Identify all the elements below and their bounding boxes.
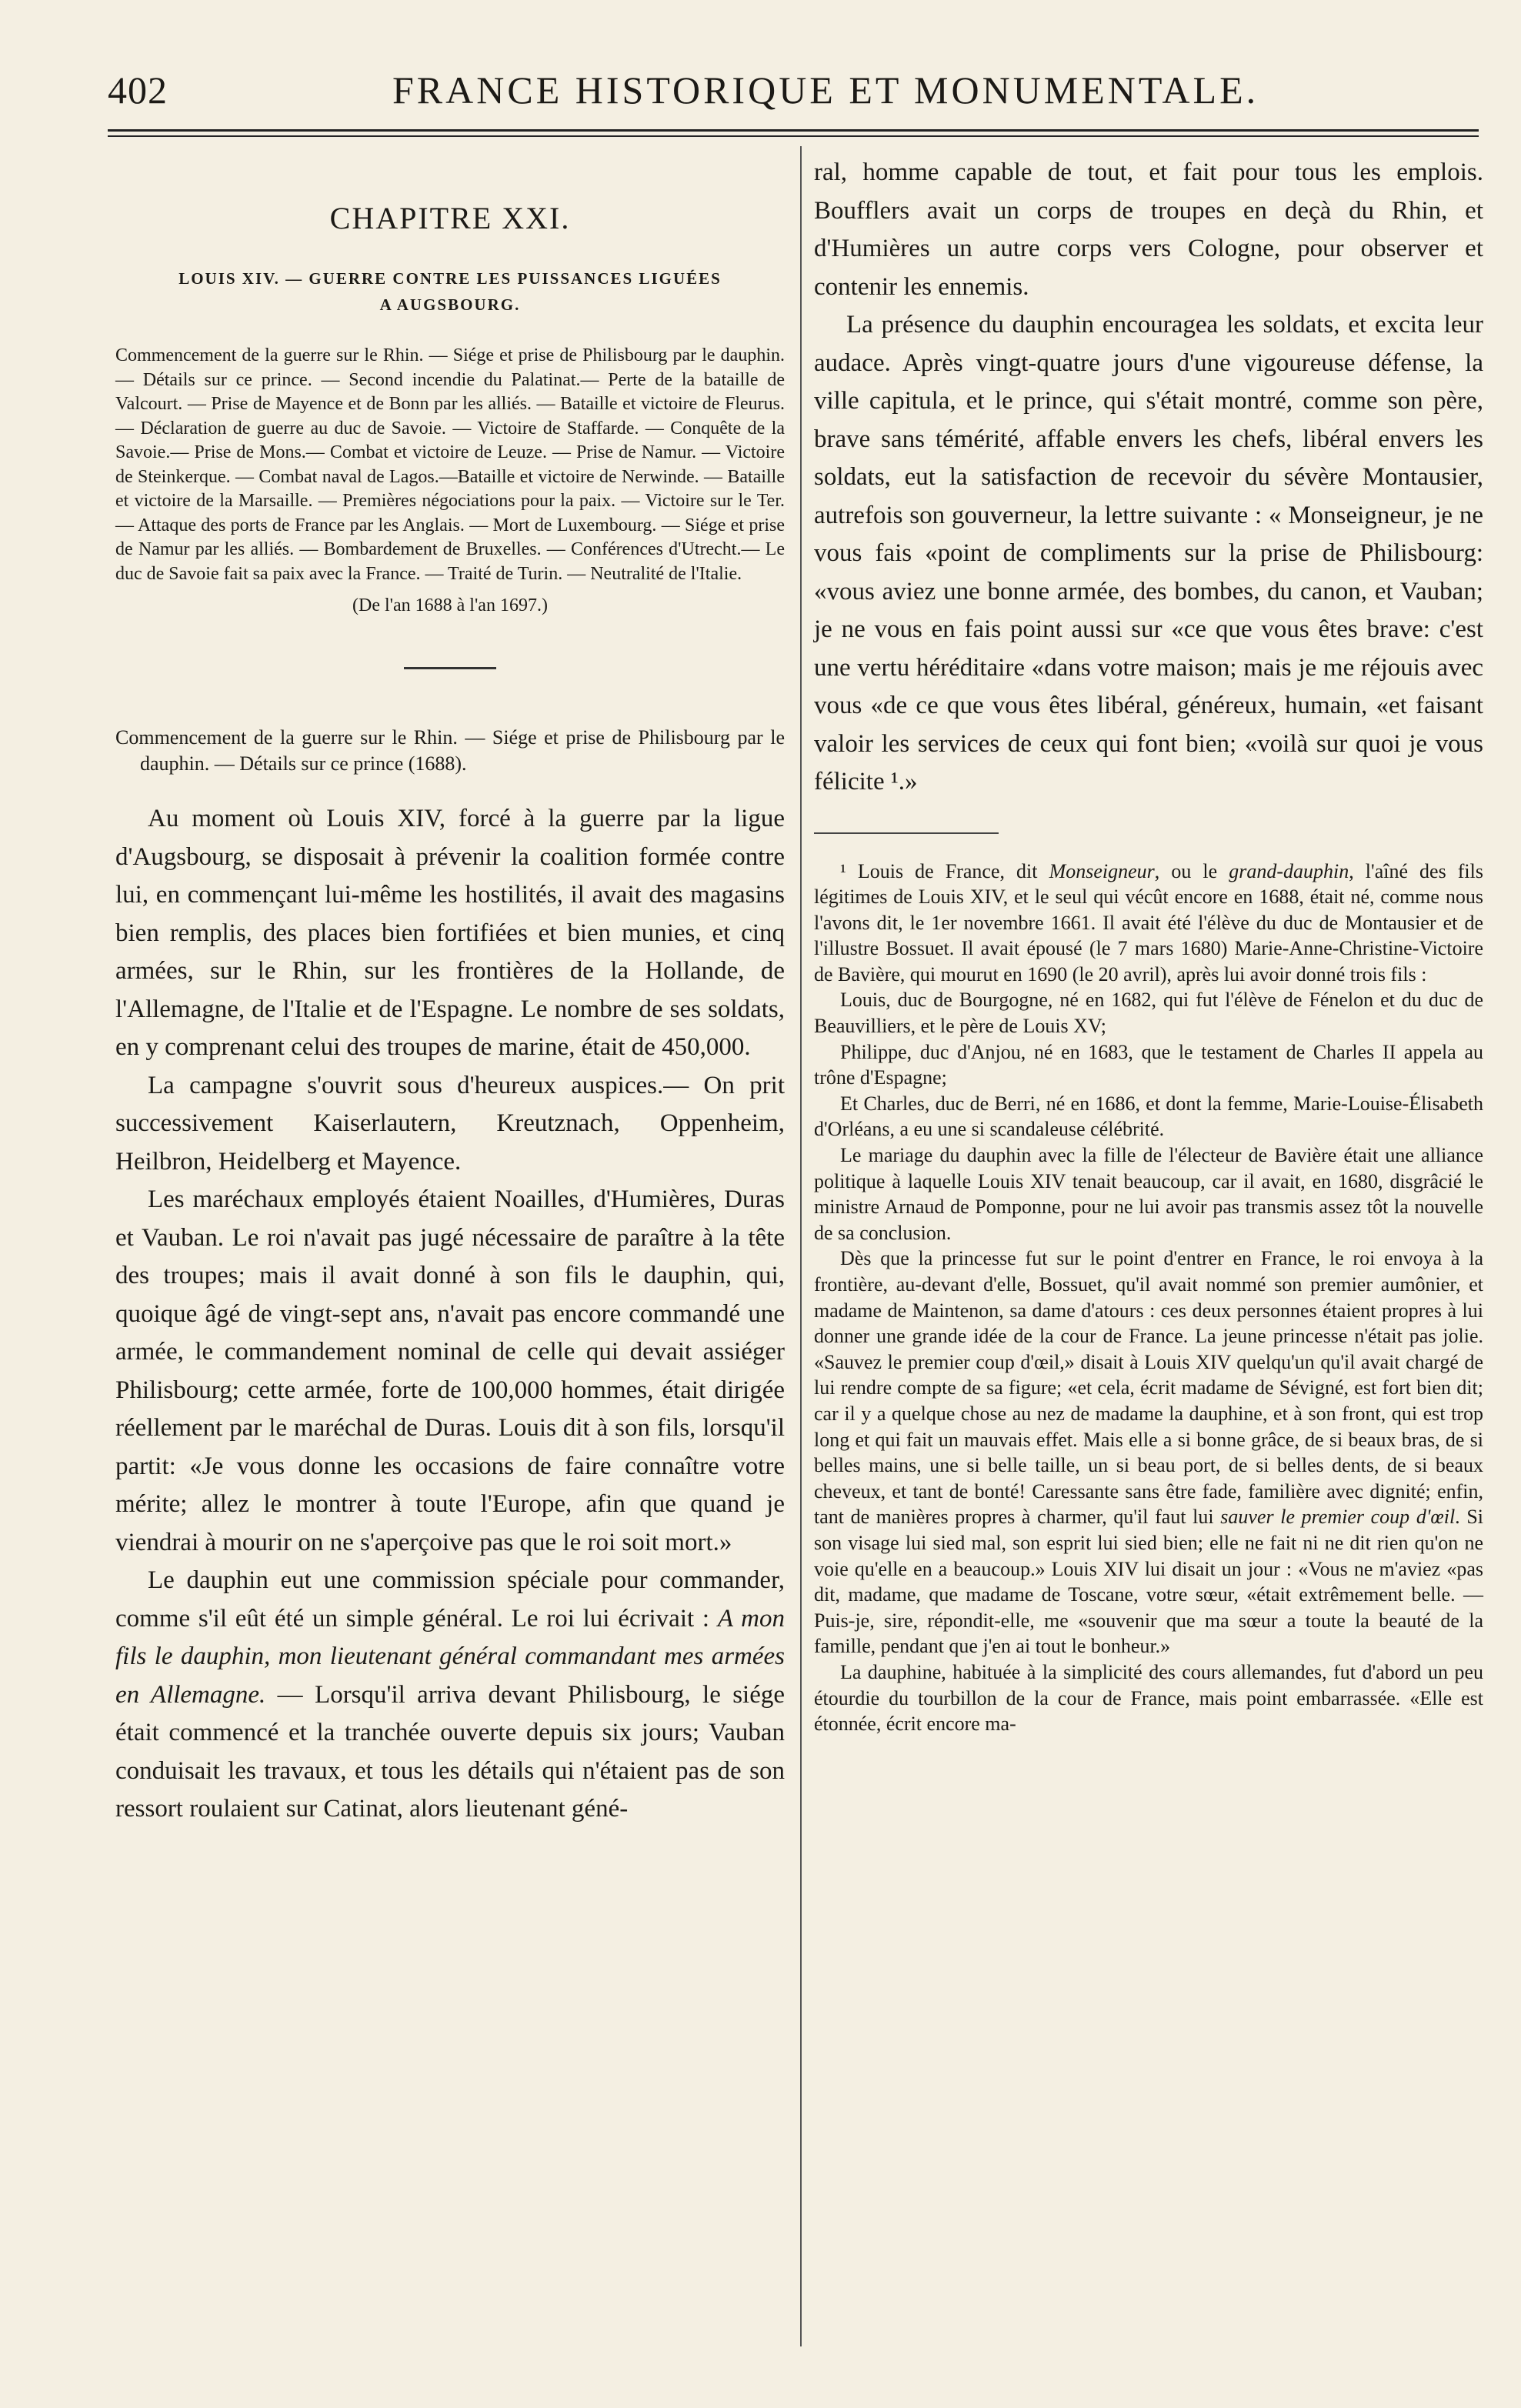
footnote-rule (814, 832, 999, 834)
paragraph: Les maréchaux employés étaient Noailles, d'Humières, Duras et Vauban. Le roi n'avait pas jugé nécessaire de paraître à la tête des troupes; mais il avait donné à son fils le dauphin, qui, quoique âgé de vingt-sept ans, n'avait pas encore commandé une armée, le commandement nominal de celle qui devait assiéger Philisbourg; cette armée, forte de 100,000 hommes, était dirigée réellement par le maréchal de Duras. Louis dit à son fils, lorsqu'il partit: «Je vous donne les occasions de faire connaître votre mérite; allez le montrer à toute l'Europe, afin que quand je viendrai à mourir on ne s'aperçoive pas que le roi soit mort.» (115, 1186, 785, 1556)
footnotes (814, 859, 1483, 1737)
footnote-text: Dès que la princesse fut sur le point d'entrer en France, le roi envoya à la frontière, au-devant d'elle, Bossuet, qu'il avait nommé son premier aumônier, et madame de Maintenon, sa dame d'atours : ces deux personnes étaient propres à lui donner une grande idée de la cour de France. La jeune princesse n'était pas jolie. «Sauvez le premier coup d'œil,» disait à Louis XIV quelqu'un qu'il avait chargé de lui rendre compte de sa figure; «et cela, écrit madame de Sévigné, est fort bien dit; car il y a quelque chose au nez de madame la dauphine, et à son front, qui est trop long et qui fait un mauvais effet. Mais elle a si bonne grâce, de si beaux bras, de si belles mains, une si belle taille, un si beau port, de si belles dents, de si beaux cheveux, et tant de bonté! Caressante sans être fade, familière avec dignité; enfin, tant de manières propres à charmer, qu'il faut lui (814, 1247, 1483, 1529)
footnote-text: Louis de France, dit (846, 859, 1049, 882)
paragraph (115, 1562, 785, 1829)
paragraph: La campagne s'ouvrit sous d'heureux auspices.— On prit successivement Kaiserlautern, Kreutznach, Oppenheim, Heilbron, Heidelberg et Mayence. (115, 1071, 785, 1176)
running-title: FRANCE HISTORIQUE ET MONUMENTALE. (392, 68, 1259, 112)
footnote-son: Philippe, duc d'Anjou, né en 1683, que le testament de Charles II appela au trône d'Espagne; (814, 1040, 1483, 1089)
date-range: (De l'an 1688 à l'an 1697.) (352, 595, 548, 615)
paragraph: ral, homme capable de tout, et fait pour tous les emplois. Boufflers avait un corps de troupes en deçà du Rhin, et d'Humières un autre corps vers Cologne, pour observer et contenir les ennemis. (814, 158, 1483, 301)
footnote (814, 859, 1483, 988)
section-summary: Commencement de la guerre sur le Rhin. — Siége et prise de Philisbourg par le dauphin. — Détails sur ce prince (1688). (115, 726, 785, 775)
paragraph-italic: A mon fils le dauphin, mon lieutenant général commandant mes armées en Allemagne. (115, 1604, 785, 1709)
chapter-subtitle (115, 265, 785, 318)
section-rule (404, 667, 496, 669)
chapter-summary: Commencement de la guerre sur le Rhin. — Siége et prise de Philisbourg par le dauphin. — Détails sur ce prince. — Second incendie du Palatinat.— Perte de la bataille de Valcourt. — Prise de Mayence et de Bonn par les alliés. — Bataille et victoire de Fleurus. — Déclaration de guerre au duc de Savoie. — Victoire de Staffarde. — Conquête de la Savoie.— Prise de Mons.— Combat et victoire de Leuze. — Prise de Namur. — Victoire de Steinkerque. — Combat naval de Lagos.—Bataille et victoire de Nerwinde. — Bataille et victoire de la Marsaille. — Premières négociations pour la paix. — Victoire sur le Ter. — Attaque des ports de France par les Anglais. — Mort de Luxembourg. — Siége et prise de Namur par les alliés. — Bombardement de Bruxelles. — Conférences d'Utrecht.— Le duc de Savoie fait sa paix avec la France. — Traité de Turin. — Neutralité de l'Italie. (115, 345, 785, 584)
footnote-text: , l'aîné des fils légitimes de Louis XIV, et le seul qui vécût encore en 1688, était né, comme nous l'avons dit, le 1er novembre 1661. Il avait été l'élève du duc de Montausier et de l'illustre Bossuet. Il avait épousé (le 7 mars 1680) Marie-Anne-Christine-Victoire de Bavière, qui mourut en 1690 (le 20 avril), après lui avoir donné trois fils : (814, 859, 1483, 986)
chapter-subtitle-line: LOUIS XIV. — GUERRE CONTRE LES PUISSANCES LIGUÉES (178, 269, 722, 288)
footnote-italic: sauver le premier coup d'œil (1220, 1506, 1456, 1529)
footnote-paragraph (814, 1246, 1483, 1659)
paragraph: Au moment où Louis XIV, forcé à la guerre par la ligue d'Augsbourg, se disposait à prévenir la coalition formée contre lui, en commençant lui-même les hostilités, il avait des magasins bien remplis, des places bien fortifiées et bien munies, et cinq armées, sur le Rhin, sur les frontières de la Hollande, de l'Allemagne, de l'Italie et de l'Espagne. Le nombre de ses soldats, en y comprenant celui des troupes de marine, était de 450,000. (115, 805, 785, 1061)
footnote-paragraph: La dauphine, habituée à la simplicité des cours allemandes, fut d'abord un peu étourdie du tourbillon de la cour de France, mais point embarrassée. «Elle est étonnée, écrit encore ma- (814, 1660, 1483, 1736)
right-column (814, 154, 1483, 1737)
column-divider (800, 146, 802, 2346)
footnote-marker: ¹ (840, 859, 846, 882)
right-body (814, 154, 1483, 802)
paragraph: La présence du dauphin encouragea les soldats, et excita leur audace. Après vingt-quatre jours d'une vigoureuse défense, la ville capitula, et le prince, qui s'était montré, comme son père, brave sans témérité, affable envers les chefs, libéral envers les soldats, eut la satisfaction de recevoir du sévère Montausier, autrefois son gouverneur, la lettre suivante : « Monseigneur, je ne vous fais «point de compliments sur la prise de Philisbourg: «vous aviez une bonne armée, des bombes, du canon, et Vauban; je ne vous en fais point aussi sur «ce que vous êtes brave: c'est une vertu héréditaire «dans votre maison; mais je me réjouis avec vous «de ce que vous êtes libéral, généreux, humain, «et faisant valoir les services de ceux qui font bien; «voilà sur quoi je vous félicite ¹.» (814, 311, 1483, 795)
footnote-son: Louis, duc de Bourgogne, né en 1682, qui fut l'élève de Fénelon et du duc de Beauvilliers, et le père de Louis XV; (814, 989, 1483, 1038)
chapter-title: CHAPITRE XXI. (329, 201, 571, 235)
footnote-text: , ou le (1154, 859, 1229, 882)
paragraph-text: Le dauphin eut une commission spéciale pour commander, comme s'il eût été un simple général. Le roi lui écrivait : (115, 1566, 785, 1633)
left-column (115, 154, 785, 1829)
paragraph-text: — Lorsqu'il arriva devant Philisbourg, le siége était commencé et la tranchée ouverte depuis six jours; Vauban conduisait les travaux, et tous les détails qui n'étaient pas de son ressort roulaient sur Catinat, alors lieutenant géné- (115, 1680, 786, 1823)
page-number: 402 (108, 68, 168, 112)
footnote-paragraph: Le mariage du dauphin avec la fille de l'électeur de Bavière était une alliance politique à laquelle Louis XIV tenait beaucoup, car il avait, en 1680, disgrâcié le ministre Arnaud de Pomponne, pour ne lui avoir pas transmis assez tôt la nouvelle de sa conclusion. (814, 1144, 1483, 1244)
footnote-text: . Si son visage lui sied mal, son esprit lui sied bien; elle ne fait ni ne dit rien qu'on ne voie qu'elle en a beaucoup.» Louis XIV lui disait un jour : «Vous ne m'aviez «pas dit, madame, que madame de Toscane, votre sœur, «était extrêmement belle. — Puis-je, sire, répondit-elle, me «souvenir que ma sœur a toute la beauté de la famille, pendant que j'en ai tout le bonheur.» (814, 1506, 1483, 1658)
footnote-italic: Monseigneur (1049, 859, 1155, 882)
chapter-subtitle-line: A AUGSBOURG. (379, 295, 521, 314)
header-rule (108, 129, 1479, 137)
footnote-son: Et Charles, duc de Berri, né en 1686, et dont la femme, Marie-Louise-Élisabeth d'Orléans, a eu une si scandaleuse célébrité. (814, 1092, 1483, 1141)
footnote-italic: grand-dauphin (1229, 859, 1349, 882)
running-head (108, 68, 1477, 114)
left-body (115, 800, 785, 1829)
